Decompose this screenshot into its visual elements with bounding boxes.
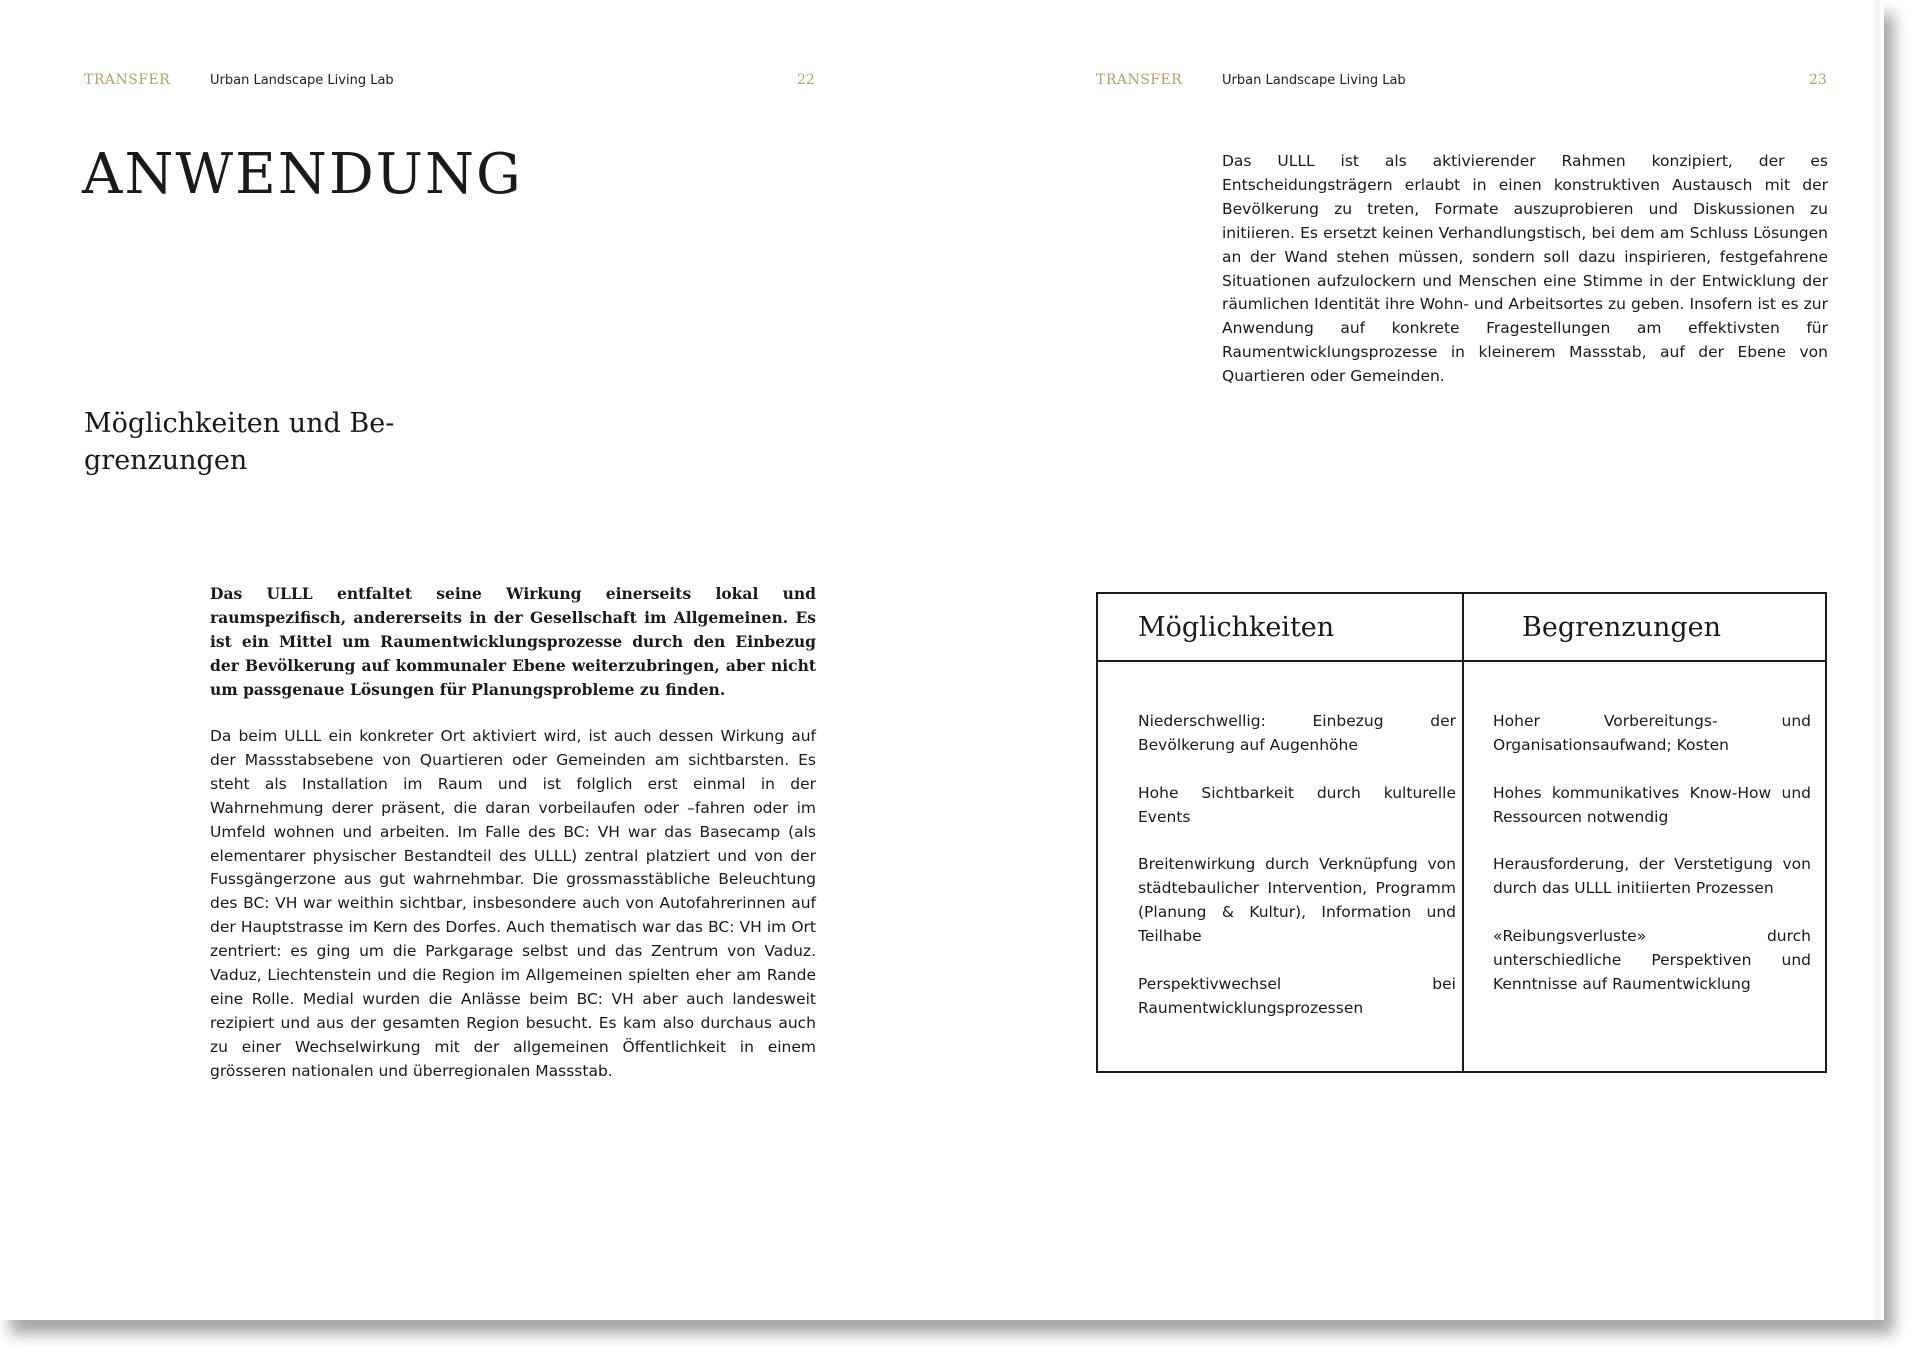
section-subtitle: Möglichkeiten und Be-grenzungen xyxy=(84,408,395,476)
table-header-begrenzungen: Begrenzungen xyxy=(1522,612,1722,643)
table-cell: Herausforderung, der Verstetigung von durch das ULLL initiierten Prozessen xyxy=(1493,855,1811,898)
table-cell: «Reibungsverluste» durch unterschiedliche Perspektiven und Kenntnisse auf Raumentwicklung xyxy=(1493,927,1811,993)
book-title: Urban Landscape Living Lab xyxy=(210,73,394,88)
table-cell: Hoher Vorbereitungs- und Organisationsaufwand; Kosten xyxy=(1493,712,1811,754)
body-paragraph-left: Da beim ULLL ein konkreter Ort aktiviert wird, ist auch dessen Wirkung auf der Massstabsebene von Quartieren oder Gemeinden am sichtbarsten. Es steht als Installation im Raum und ist folglich erst einmal in der Wahrnehmung derer präsent, die daran vorbeilaufen oder –fahren oder im Umfeld wohnen und arbeiten. Im Falle des BC: VH war das Basecamp (als elementarer physischer Bestandteil des ULLL) zentral platziert und von der Fussgängerzone aus gut wahrnehmbar. Die grossmasstäbliche Beleuchtung des BC: VH war weithin sichtbar, insbesondere auch von Autofahrerinnen auf der Hauptstrasse im Kern des Dorfes. Auch thematisch war das BC: VH im Ort zentriert: es ging um die Parkgarage selbst und das Zentrum von Vaduz. Vaduz, Liechtenstein und die Region im Allgemeinen spielten eher am Rande eine Rolle. Medial wurden die Anlässe beim BC: VH aber auch landesweit rezipiert und aus der gesamten Region besucht. Es kam also durchaus auch zu einer Wechselwirkung mit der allgemeinen Öffentlichkeit in einem grösseren nationalen und überregionalen Massstab. xyxy=(210,727,816,1080)
section-label: TRANSFER xyxy=(1096,72,1183,88)
table-cell: Breitenwirkung durch Verknüpfung von städtebaulicher Intervention, Programm (Planung & Kultur), Information und Teilhabe xyxy=(1138,855,1456,946)
book-title: Urban Landscape Living Lab xyxy=(1222,73,1406,88)
running-head-right xyxy=(0,72,1884,92)
lead-paragraph: Das ULLL entfaltet seine Wirkung einerseits lokal und raumspezifisch, andererseits in der Gesellschaft im Allgemeinen. Es ist ein Mittel um Raumentwicklungsprozesse durch den Einbezug der Bevölkerung auf kommunaler Ebene weiterzubringen, aber nicht um passgenaue Lösungen für Planungsprobleme zu finden. xyxy=(210,584,816,699)
begrenzungen-column xyxy=(1493,710,1811,1021)
table-cell: Perspektivwechsel bei Raumentwicklungsprozessen xyxy=(1138,974,1456,1017)
table-cell: Niederschwellig: Einbezug der Bevölkerung auf Augenhöhe xyxy=(1138,712,1456,754)
comparison-table xyxy=(1096,592,1827,1073)
page-edge xyxy=(1875,0,1884,1320)
chapter-title: ANWENDUNG xyxy=(82,142,523,207)
table-header-divider xyxy=(1098,660,1825,662)
section-label: TRANSFER xyxy=(84,72,171,88)
table-cell: Hohe Sichtbarkeit durch kulturelle Events xyxy=(1138,783,1456,826)
table-column-divider xyxy=(1462,594,1464,1071)
moeglichkeiten-column xyxy=(1138,710,1456,1045)
page-number: 22 xyxy=(797,72,815,88)
body-paragraph-right: Das ULLL ist als aktivierender Rahmen konzipiert, der es Entscheidungsträgern erlaubt in einen konstruktiven Austausch mit der Bevölkerung zu treten, Formate auszuprobieren und Diskussionen zu initiieren. Es ersetzt keinen Verhandlungstisch, bei dem am Schluss Lösungen an der Wand stehen müssen, sondern soll dazu inspirieren, festgefahrene Situationen aufzulockern und Menschen eine Stimme in der Entwicklung der räumlichen Identität ihre Wohn- und Arbeitsortes zu geben. Insofern ist es zur Anwendung auf konkrete Fragestellungen am effektivsten für Raumentwicklungsprozesse in kleinerem Massstab, auf der Ebene von Quartieren oder Gemeinden. xyxy=(1222,152,1828,386)
table-header-moeglichkeiten: Möglichkeiten xyxy=(1138,612,1335,643)
table-cell: Hohes kommunikatives Know-How und Ressourcen notwendig xyxy=(1493,783,1811,826)
page-number: 23 xyxy=(1809,72,1827,88)
